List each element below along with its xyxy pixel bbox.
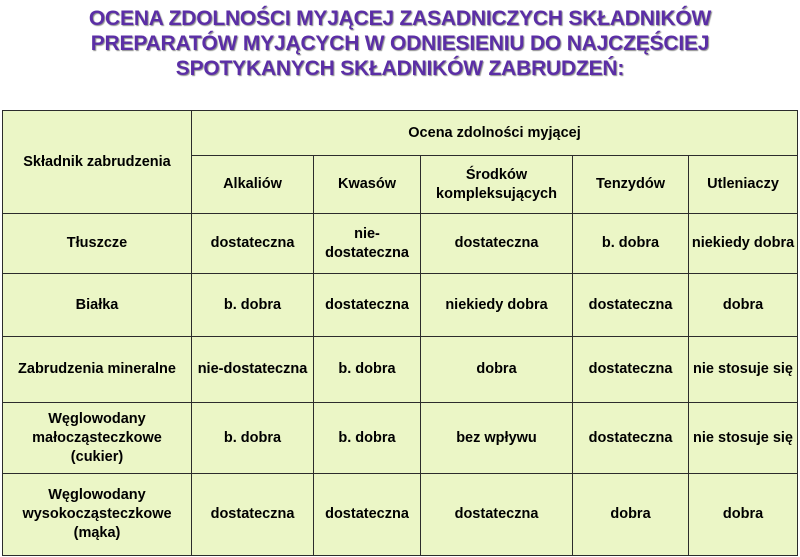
row-label: Węglowodany małocząsteczkowe (cukier) (3, 403, 192, 474)
rating-cell: nie stosuje się (689, 403, 798, 474)
corner-header: Składnik zabrudzenia (3, 111, 192, 214)
rating-cell: dostateczna (573, 337, 689, 403)
column-header: Alkaliów (192, 156, 314, 214)
rating-cell: niekiedy dobra (689, 214, 798, 274)
table-row (3, 214, 798, 274)
table-row (3, 403, 798, 474)
row-label: Węglowodany wysokocząsteczkowe (mąka) (3, 474, 192, 556)
rating-cell: nie-dostateczna (192, 337, 314, 403)
rating-cell: dobra (689, 474, 798, 556)
rating-cell: b. dobra (314, 403, 421, 474)
rating-cell: dostateczna (421, 214, 573, 274)
rating-cell: niekiedy dobra (421, 274, 573, 337)
rating-cell: b. dobra (192, 274, 314, 337)
column-header: Środków kompleksujących (421, 156, 573, 214)
rating-cell: nie stosuje się (689, 337, 798, 403)
rating-cell: b. dobra (573, 214, 689, 274)
group-header: Ocena zdolności myjącej (192, 111, 798, 156)
cleaning-ability-table (2, 110, 798, 556)
rating-cell: b. dobra (192, 403, 314, 474)
title-line-3: SPOTYKANYCH SKŁADNIKÓW ZABRUDZEŃ: (175, 57, 625, 80)
rating-cell: dostateczna (314, 274, 421, 337)
table-body (3, 214, 798, 556)
rating-cell: dobra (689, 274, 798, 337)
rating-cell: bez wpływu (421, 403, 573, 474)
table-row (3, 274, 798, 337)
page-title (0, 6, 800, 81)
rating-cell: dostateczna (421, 474, 573, 556)
row-label: Zabrudzenia mineralne (3, 337, 192, 403)
title-line-2: PREPARATÓW MYJĄCYCH W ODNIESIENIU DO NAJCZĘŚCIEJ (90, 32, 710, 55)
rating-cell: dostateczna (192, 214, 314, 274)
column-header: Kwasów (314, 156, 421, 214)
column-header: Tenzydów (573, 156, 689, 214)
rating-cell: dostateczna (314, 474, 421, 556)
title-line-1: OCENA ZDOLNOŚCI MYJĄCEJ ZASADNICZYCH SKŁADNIKÓW (88, 7, 712, 30)
row-label: Białka (3, 274, 192, 337)
rating-cell: dostateczna (573, 274, 689, 337)
rating-cell: dostateczna (192, 474, 314, 556)
rating-cell: dostateczna (573, 403, 689, 474)
column-header: Utleniaczy (689, 156, 798, 214)
rating-cell: b. dobra (314, 337, 421, 403)
rating-cell: dobra (573, 474, 689, 556)
row-label: Tłuszcze (3, 214, 192, 274)
rating-cell: dobra (421, 337, 573, 403)
table-row (3, 337, 798, 403)
rating-cell: nie-dostateczna (314, 214, 421, 274)
header-row-top (3, 111, 798, 156)
table-row (3, 474, 798, 556)
